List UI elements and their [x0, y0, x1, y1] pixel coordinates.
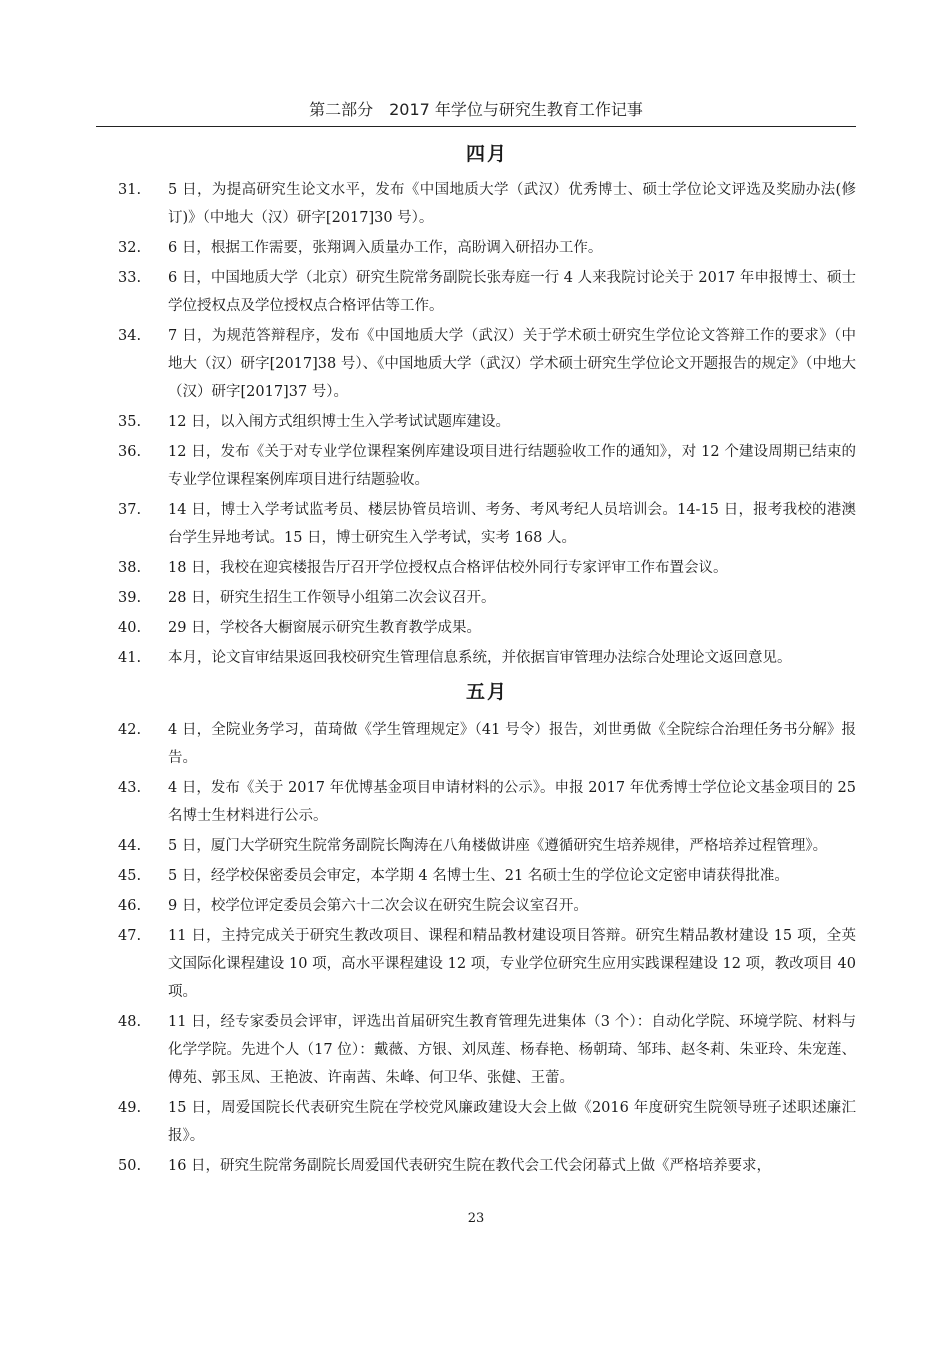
april-entries	[118, 176, 856, 672]
entry-number: 36.	[118, 444, 142, 460]
entry-number: 38.	[118, 560, 142, 576]
running-header	[96, 98, 856, 127]
entry-text: 6 日，根据工作需要，张翔调入质量办工作，高盼调入研招办工作。	[168, 240, 603, 256]
list-item	[118, 644, 856, 672]
entry-text: 本月，论文盲审结果返回我校研究生管理信息系统，并依据盲审管理办法综合处理论文返回意见。	[168, 650, 792, 666]
entry-text: 18 日，我校在迎宾楼报告厅召开学位授权点合格评估校外同行专家评审工作布置会议。	[168, 560, 728, 576]
page-number: 23	[467, 1211, 485, 1226]
entry-text: 6 日，中国地质大学（北京）研究生院常务副院长张寿庭一行 4 人来我院讨论关于 2017 年申报博士、硕士学位授权点及学位授权点合格评估等工作。	[168, 270, 856, 314]
entry-number: 34.	[118, 328, 142, 344]
entry-number: 44.	[118, 838, 142, 854]
entry-text: 29 日，学校各大橱窗展示研究生教育教学成果。	[168, 620, 482, 636]
entry-number: 50.	[118, 1158, 142, 1174]
entry-number: 49.	[118, 1100, 142, 1116]
list-item	[118, 554, 856, 582]
entry-number: 47.	[118, 928, 142, 944]
list-item	[118, 716, 856, 772]
entry-number: 33.	[118, 270, 142, 286]
list-item	[118, 1008, 856, 1092]
list-item	[118, 408, 856, 436]
list-item	[118, 234, 856, 262]
entry-text: 5 日，为提高研究生论文水平，发布《中国地质大学（武汉）优秀博士、硕士学位论文评选及奖励办法(修订)》（中地大（汉）研字[2017]30 号）。	[168, 182, 856, 226]
list-item	[118, 832, 856, 860]
entry-number: 42.	[118, 722, 142, 738]
entry-number: 32.	[118, 240, 142, 256]
list-item	[118, 862, 856, 890]
entry-text: 12 日，发布《关于对专业学位课程案例库建设项目进行结题验收工作的通知》，对 12 个建设周期已结束的专业学位课程案例库项目进行结题验收。	[168, 444, 856, 488]
entry-text: 11 日，经专家委员会评审，评选出首届研究生教育管理先进集体（3 个）：自动化学院、环境学院、材料与化学学院。先进个人（17 位）：戴薇、方银、刘凤莲、杨春艳、杨朝琦、邹玮、赵冬莉、朱亚玲、朱宠莲、傅苑、郭玉凤、王艳波、许南茜、朱峰、何卫华、张健、王蕾。	[168, 1014, 856, 1086]
may-entries	[118, 716, 856, 1180]
list-item	[118, 176, 856, 232]
entry-number: 43.	[118, 780, 142, 796]
month-heading-april: 四月	[465, 143, 508, 165]
entry-text: 28 日，研究生招生工作领导小组第二次会议召开。	[168, 590, 496, 606]
entry-text: 4 日，发布《关于 2017 年优博基金项目申请材料的公示》。申报 2017 年优秀博士学位论文基金项目的 25 名博士生材料进行公示。	[168, 780, 856, 824]
list-item	[118, 892, 856, 920]
entry-text: 5 日，厦门大学研究生院常务副院长陶涛在八角楼做讲座《遵循研究生培养规律，严格培养过程管理》。	[168, 838, 828, 854]
entry-text: 16 日，研究生院常务副院长周爱国代表研究生院在教代会工代会闭幕式上做《严格培养要求，	[168, 1158, 772, 1174]
list-item	[118, 1152, 856, 1180]
entry-text: 4 日，全院业务学习，苗琦做《学生管理规定》（41 号令）报告，刘世勇做《全院综合治理任务书分解》报告。	[168, 722, 856, 766]
list-item	[118, 774, 856, 830]
entry-number: 45.	[118, 868, 142, 884]
list-item	[118, 614, 856, 642]
running-header-title: 第二部分 2017 年学位与研究生教育工作记事	[309, 100, 643, 119]
entry-number: 37.	[118, 502, 142, 518]
entry-text: 14 日，博士入学考试监考员、楼层协管员培训、考务、考风考纪人员培训会。14-15 日，报考我校的港澳台学生异地考试。15 日，博士研究生入学考试，实考 168 人。	[168, 502, 856, 546]
list-item	[118, 496, 856, 552]
entry-number: 46.	[118, 898, 142, 914]
list-item	[118, 922, 856, 1006]
entry-text: 11 日，主持完成关于研究生教改项目、课程和精品教材建设项目答辩。研究生精品教材建设 15 项，全英文国际化课程建设 10 项，高水平课程建设 12 项，专业学位研究生应用实践课程建设 12 项，教改项目 40 项。	[168, 928, 856, 1000]
entry-number: 48.	[118, 1014, 142, 1030]
entry-number: 35.	[118, 414, 142, 430]
entry-number: 39.	[118, 590, 142, 606]
list-item	[118, 1094, 856, 1150]
document-body	[118, 140, 856, 1182]
list-item	[118, 584, 856, 612]
entry-text: 5 日，经学校保密委员会审定，本学期 4 名博士生、21 名硕士生的学位论文定密申请获得批准。	[168, 868, 789, 884]
list-item	[118, 322, 856, 406]
list-item	[118, 264, 856, 320]
entry-text: 15 日，周爱国院长代表研究生院在学校党风廉政建设大会上做《2016 年度研究生院领导班子述职述廉汇报》。	[168, 1100, 856, 1144]
entry-text: 12 日，以入闱方式组织博士生入学考试试题库建设。	[168, 414, 511, 430]
entry-number: 40.	[118, 620, 142, 636]
entry-number: 41.	[118, 650, 142, 666]
entry-text: 7 日，为规范答辩程序，发布《中国地质大学（武汉）关于学术硕士研究生学位论文答辩工作的要求》（中地大（汉）研字[2017]38 号）、《中国地质大学（武汉）学术硕士研究生学位论文开题报告的规定》（中地大（汉）研字[2017]37 号）。	[168, 328, 856, 400]
list-item	[118, 438, 856, 494]
entry-number: 31.	[118, 182, 142, 198]
month-heading-may: 五月	[465, 681, 508, 703]
entry-text: 9 日，校学位评定委员会第六十二次会议在研究生院会议室召开。	[168, 898, 588, 914]
